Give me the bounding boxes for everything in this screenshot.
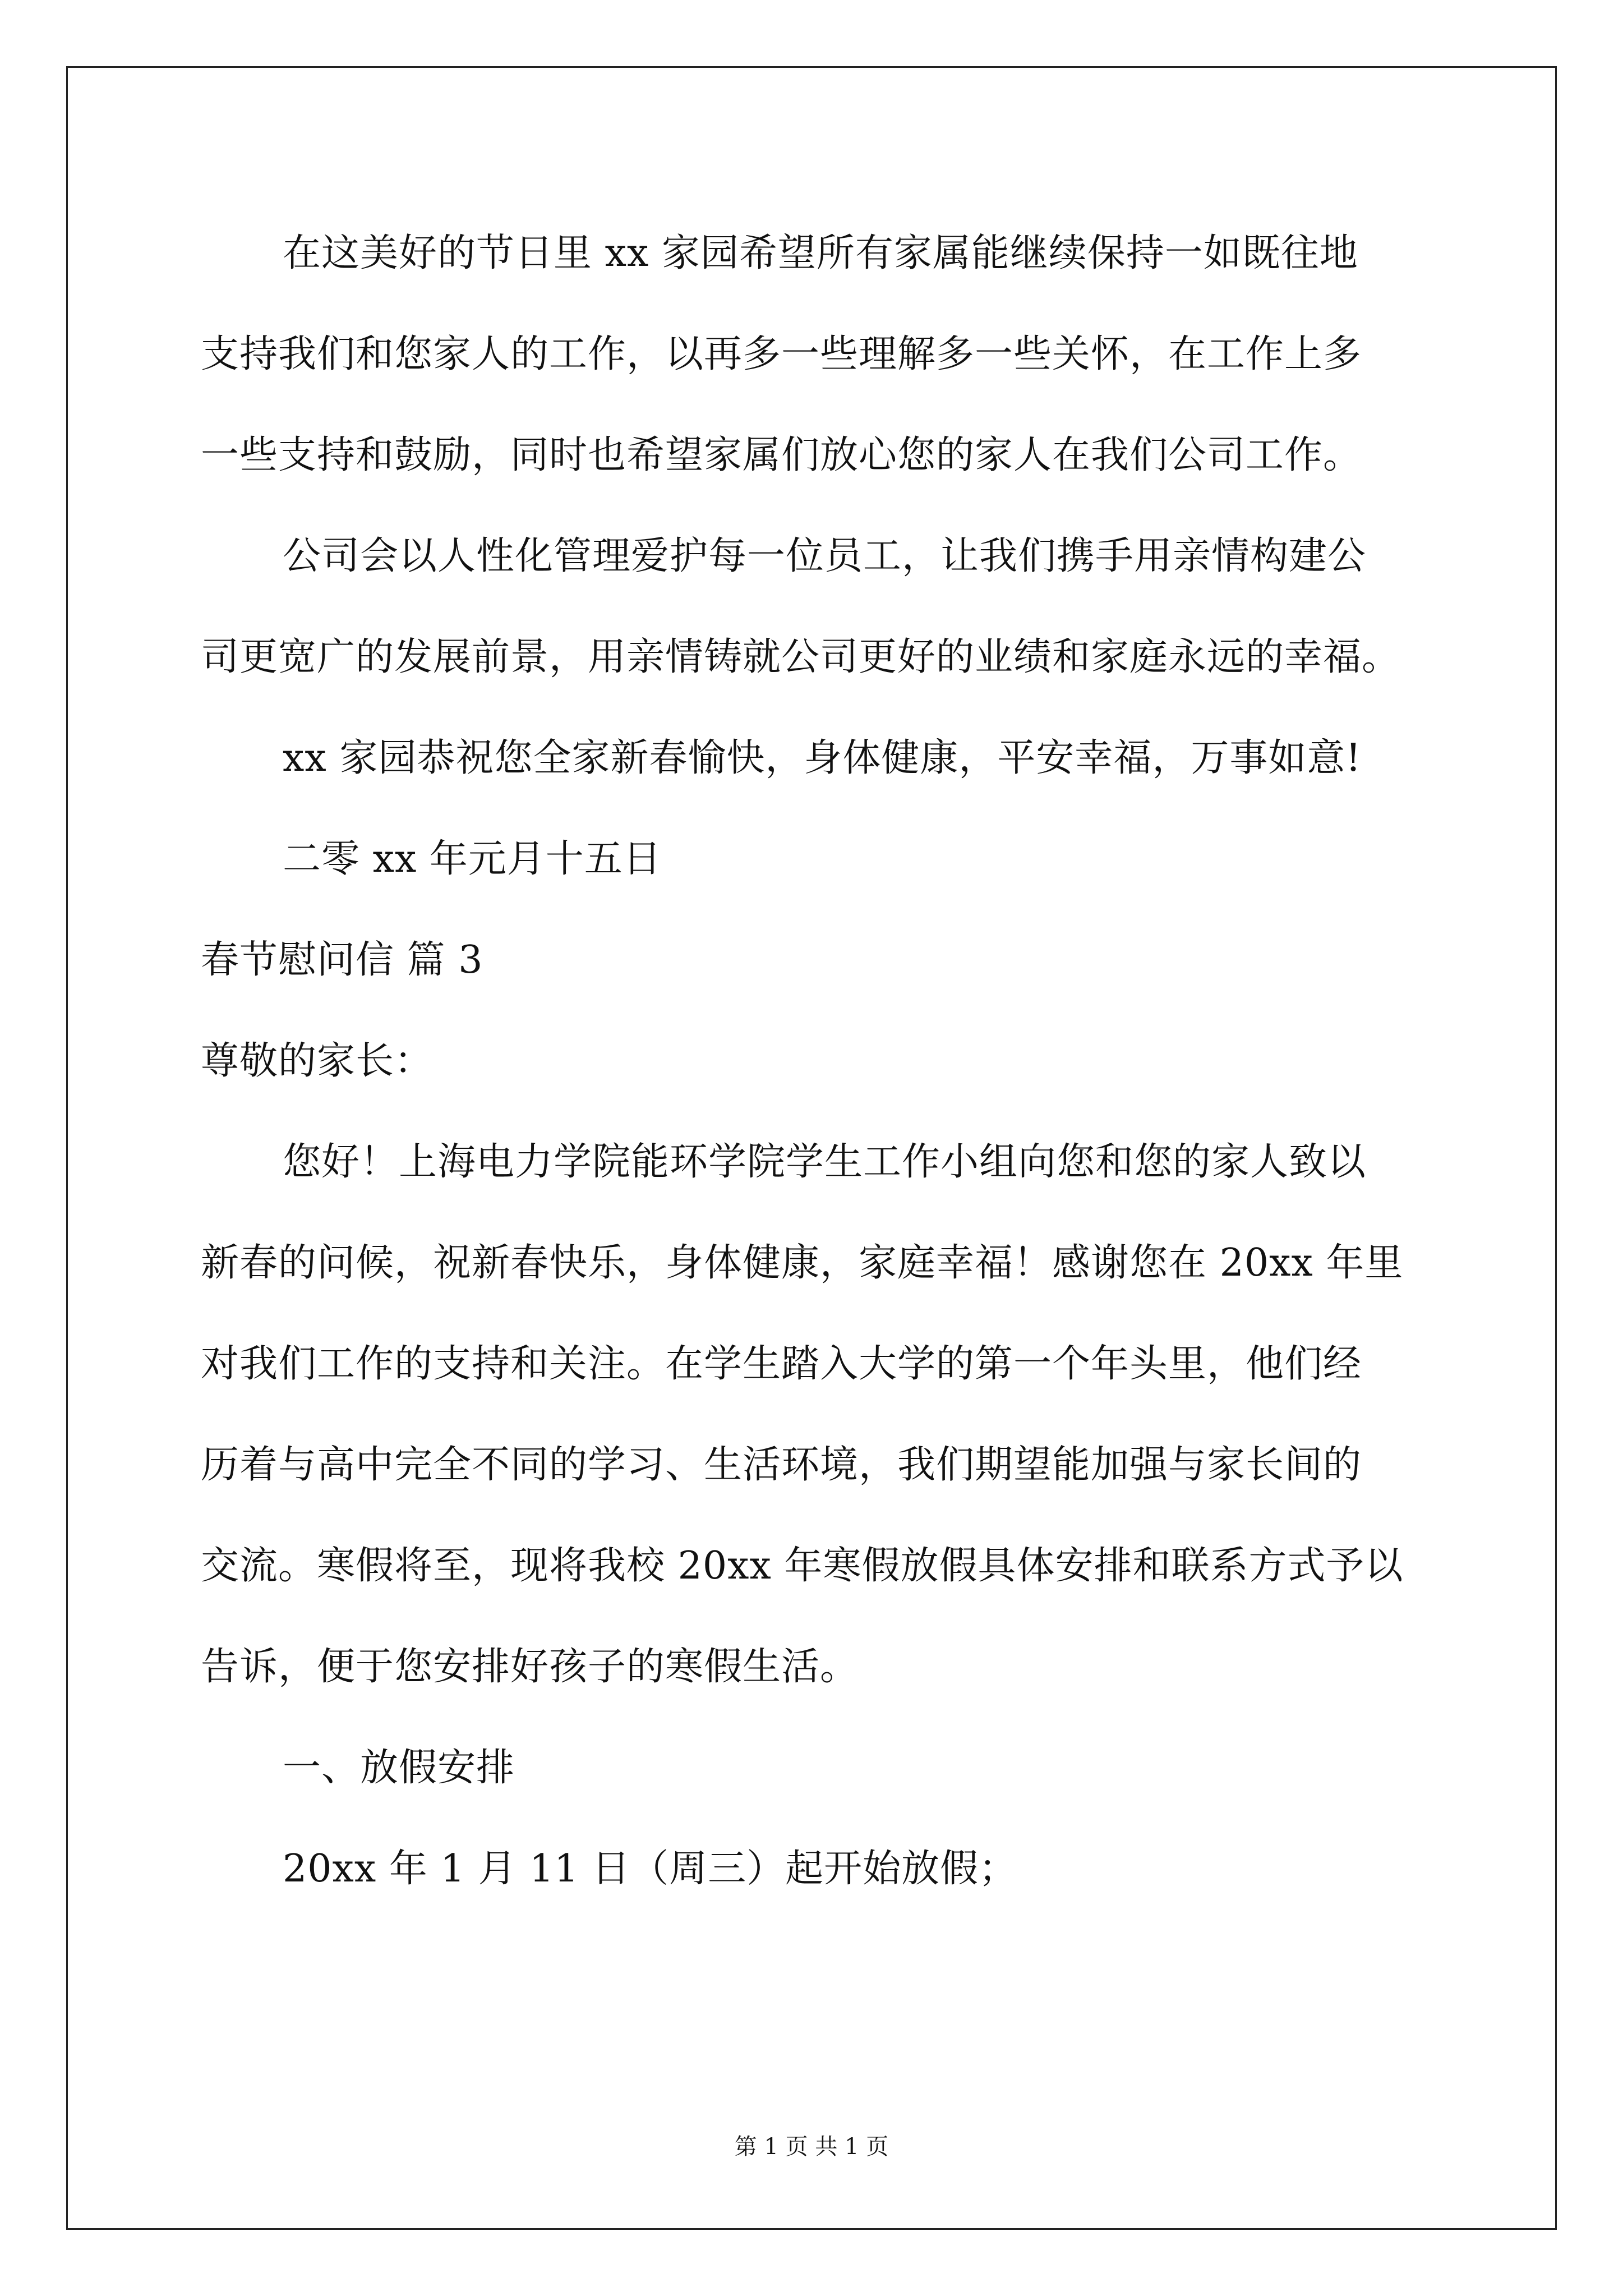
page-footer <box>0 2133 1623 2161</box>
text-line: 司更宽广的发展前景，用亲情铸就公司更好的业绩和家庭永远的幸福。 <box>201 635 1401 679</box>
text-line: 二零 xx 年元月十五日 <box>283 837 662 881</box>
salutation: 尊敬的家长： <box>201 1039 434 1083</box>
text-line: 20xx 年 1 月 11 日（周三）起开始放假； <box>283 1847 1018 1891</box>
text-line: 告诉，便于您安排好孩子的寒假生活。 <box>201 1645 859 1689</box>
text-line: 公司会以人性化管理爱护每一位员工，让我们携手用亲情构建公 <box>283 534 1367 578</box>
text-line: 交流。寒假将至，现将我校 20xx 年寒假放假具体安排和联系方式予以 <box>201 1544 1404 1588</box>
subsection-heading: 一、放假安排 <box>283 1746 515 1790</box>
text-line: 支持我们和您家人的工作，以再多一些理解多一些关怀，在工作上多 <box>201 332 1362 376</box>
text-line: 历着与高中完全不同的学习、生活环境，我们期望能加强与家长间的 <box>201 1443 1362 1487</box>
page-number: 第 1 页 共 1 页 <box>734 2134 889 2160</box>
text-line: xx 家园恭祝您全家新春愉快，身体健康，平安幸福，万事如意! <box>283 736 1362 780</box>
text-line: 对我们工作的支持和关注。在学生踏入大学的第一个年头里，他们经 <box>201 1342 1362 1386</box>
text-line: 在这美好的节日里 xx 家园希望所有家属能继续保持一如既往地 <box>283 231 1358 275</box>
text-line: 您好！上海电力学院能环学院学生工作小组向您和您的家人致以 <box>283 1140 1367 1184</box>
text-line: 新春的问候，祝新春快乐，身体健康，家庭幸福！感谢您在 20xx 年里 <box>201 1241 1404 1285</box>
section-heading: 春节慰问信 篇 3 <box>201 938 483 982</box>
text-line: 一些支持和鼓励，同时也希望家属们放心您的家人在我们公司工作。 <box>201 433 1362 477</box>
